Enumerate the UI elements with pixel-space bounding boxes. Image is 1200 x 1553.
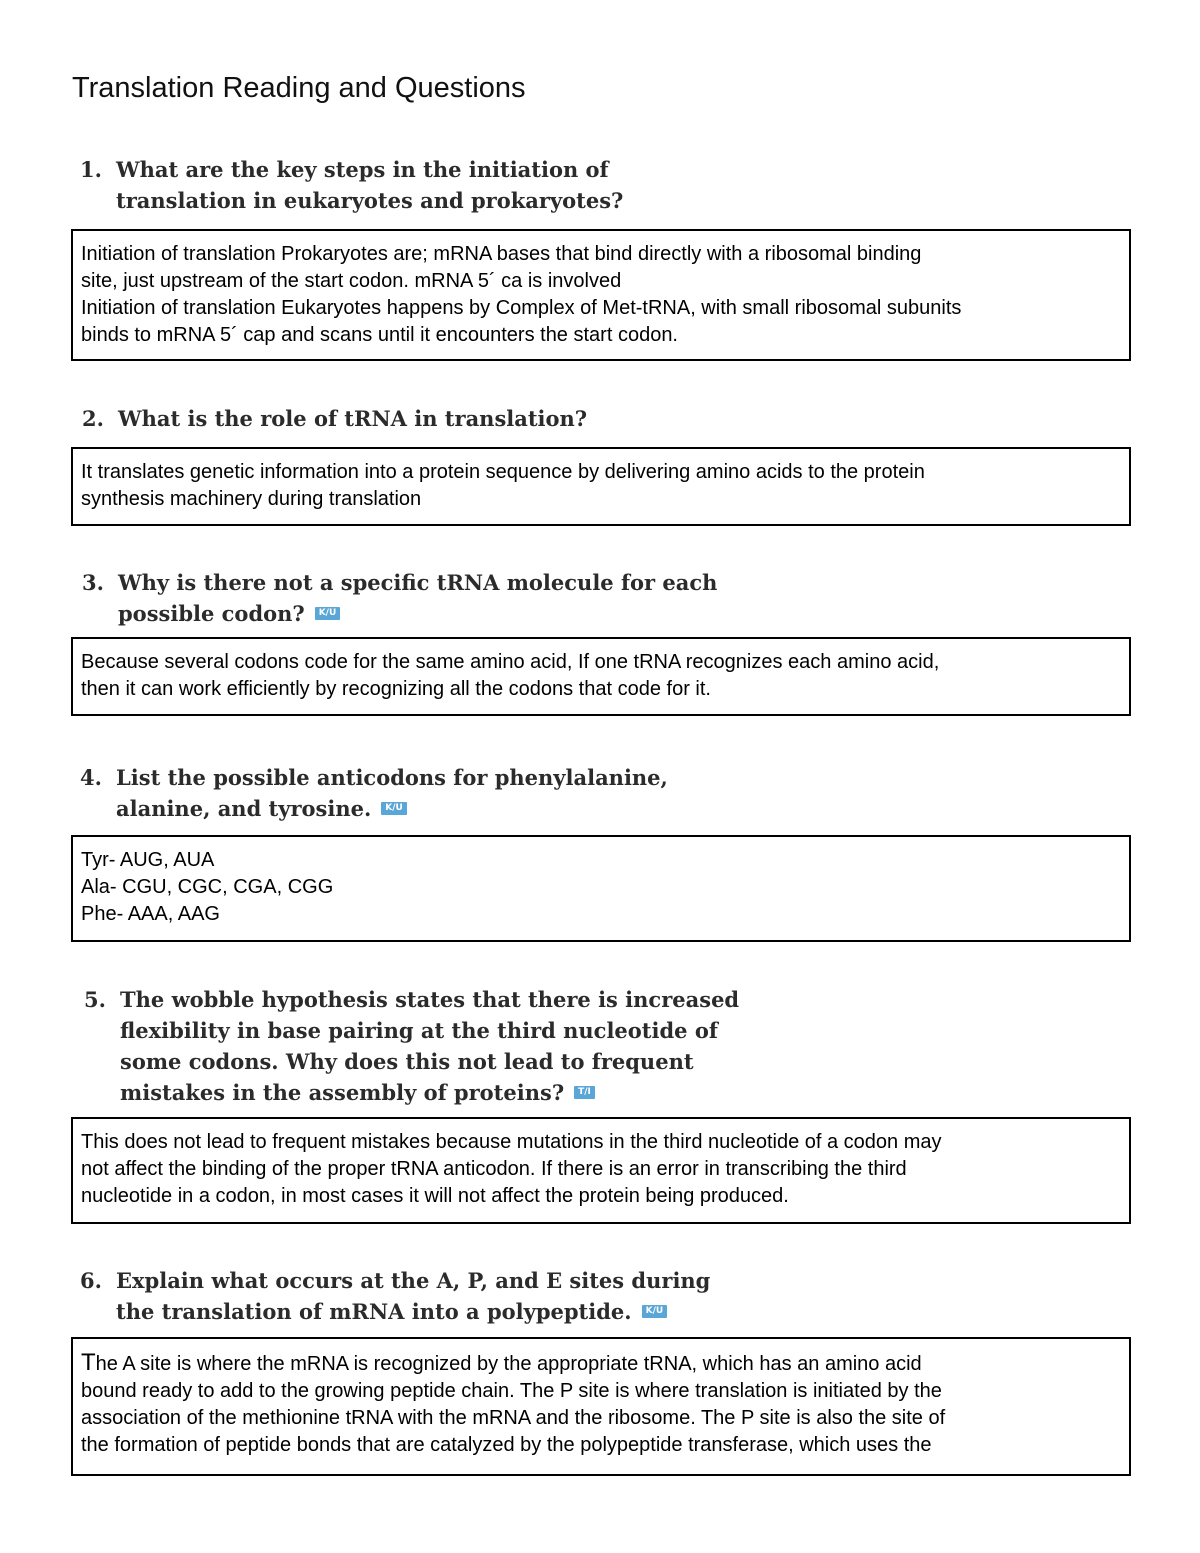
answer-line: Because several codons code for the same amino acid, If one tRNA recognizes each amino acid, <box>81 651 940 673</box>
question-text-line: Explain what occurs at the A, P, and E sites during <box>116 1268 711 1293</box>
question-text-line: some codons. Why does this not lead to frequent <box>120 1049 694 1074</box>
answer-line: This does not lead to frequent mistakes because mutations in the third nucleotide of a codon may <box>81 1131 942 1153</box>
answer-line: not affect the binding of the proper tRNA anticodon. If there is an error in transcribing the third <box>81 1158 907 1180</box>
answer-line: nucleotide in a codon, in most cases it will not affect the protein being produced. <box>81 1185 789 1207</box>
question-text-line: List the possible anticodons for phenylalanine, <box>116 765 668 790</box>
question-5 <box>84 984 739 1108</box>
answer-line: he A site is where the mRNA is recognized by the appropriate tRNA, which has an amino acid <box>95 1353 922 1375</box>
answer-line: bound ready to add to the growing peptide chain. The P site is where translation is initiated by the <box>81 1380 942 1402</box>
thinking-investigation-badge-icon: T/I <box>574 1086 595 1099</box>
answer-box-5[interactable] <box>71 1117 1131 1224</box>
answer-line: synthesis machinery during translation <box>81 488 422 510</box>
question-text-line: possible codon? <box>118 601 305 626</box>
question-number: 1. <box>80 157 102 182</box>
knowledge-understanding-badge-icon: K/U <box>642 1305 668 1318</box>
question-text-line: the translation of mRNA into a polypeptide. <box>116 1299 632 1324</box>
question-text-line: What is the role of tRNA in translation? <box>118 406 588 431</box>
answer-line: Initiation of translation Eukaryotes happens by Complex of Met-tRNA, with small ribosomal subunits <box>81 297 962 319</box>
question-text-line: flexibility in base pairing at the third nucleotide of <box>120 1018 718 1043</box>
question-text-line: What are the key steps in the initiation of <box>116 157 609 182</box>
question-number: 4. <box>80 765 102 790</box>
answer-initial-letter: T <box>81 1349 96 1376</box>
answer-box-3[interactable] <box>71 637 1131 716</box>
answer-line: binds to mRNA 5´ cap and scans until it encounters the start codon. <box>81 324 678 346</box>
question-3 <box>82 567 717 629</box>
answer-line: the formation of peptide bonds that are catalyzed by the polypeptide transferase, which uses the <box>81 1434 932 1456</box>
question-text-line: Why is there not a specific tRNA molecule for each <box>118 570 718 595</box>
question-6 <box>80 1265 710 1327</box>
answer-line: association of the methionine tRNA with the mRNA and the ribosome. The P site is also the site of <box>81 1407 946 1429</box>
answer-line: Phe- AAA, AAG <box>81 903 220 925</box>
answer-line: site, just upstream of the start codon. mRNA 5´ ca is involved <box>81 270 622 292</box>
knowledge-understanding-badge-icon: K/U <box>381 802 407 815</box>
question-number: 5. <box>84 987 106 1012</box>
question-1 <box>80 154 623 216</box>
question-number: 2. <box>82 406 104 431</box>
question-text-line: The wobble hypothesis states that there is increased <box>120 987 740 1012</box>
answer-line: Initiation of translation Prokaryotes are; mRNA bases that bind directly with a ribosomal binding <box>81 243 922 265</box>
knowledge-understanding-badge-icon: K/U <box>315 607 341 620</box>
answer-line: Tyr- AUG, AUA <box>81 849 215 871</box>
answer-box-4[interactable] <box>71 835 1131 942</box>
question-number: 3. <box>82 570 104 595</box>
page-title: Translation Reading and Questions <box>72 72 526 104</box>
answer-line: Ala- CGU, CGC, CGA, CGG <box>81 876 334 898</box>
answer-line: then it can work efficiently by recognizing all the codons that code for it. <box>81 678 711 700</box>
question-4 <box>80 762 668 824</box>
question-text-line: mistakes in the assembly of proteins? <box>120 1080 565 1105</box>
question-2 <box>82 403 587 434</box>
answer-box-2[interactable] <box>71 447 1131 526</box>
question-number: 6. <box>80 1268 102 1293</box>
question-text-line: alanine, and tyrosine. <box>116 796 372 821</box>
answer-line: It translates genetic information into a protein sequence by delivering amino acids to the protein <box>81 461 925 483</box>
answer-box-1[interactable] <box>71 229 1131 361</box>
question-text-line: translation in eukaryotes and prokaryotes? <box>116 188 624 213</box>
answer-box-6[interactable] <box>71 1337 1131 1476</box>
